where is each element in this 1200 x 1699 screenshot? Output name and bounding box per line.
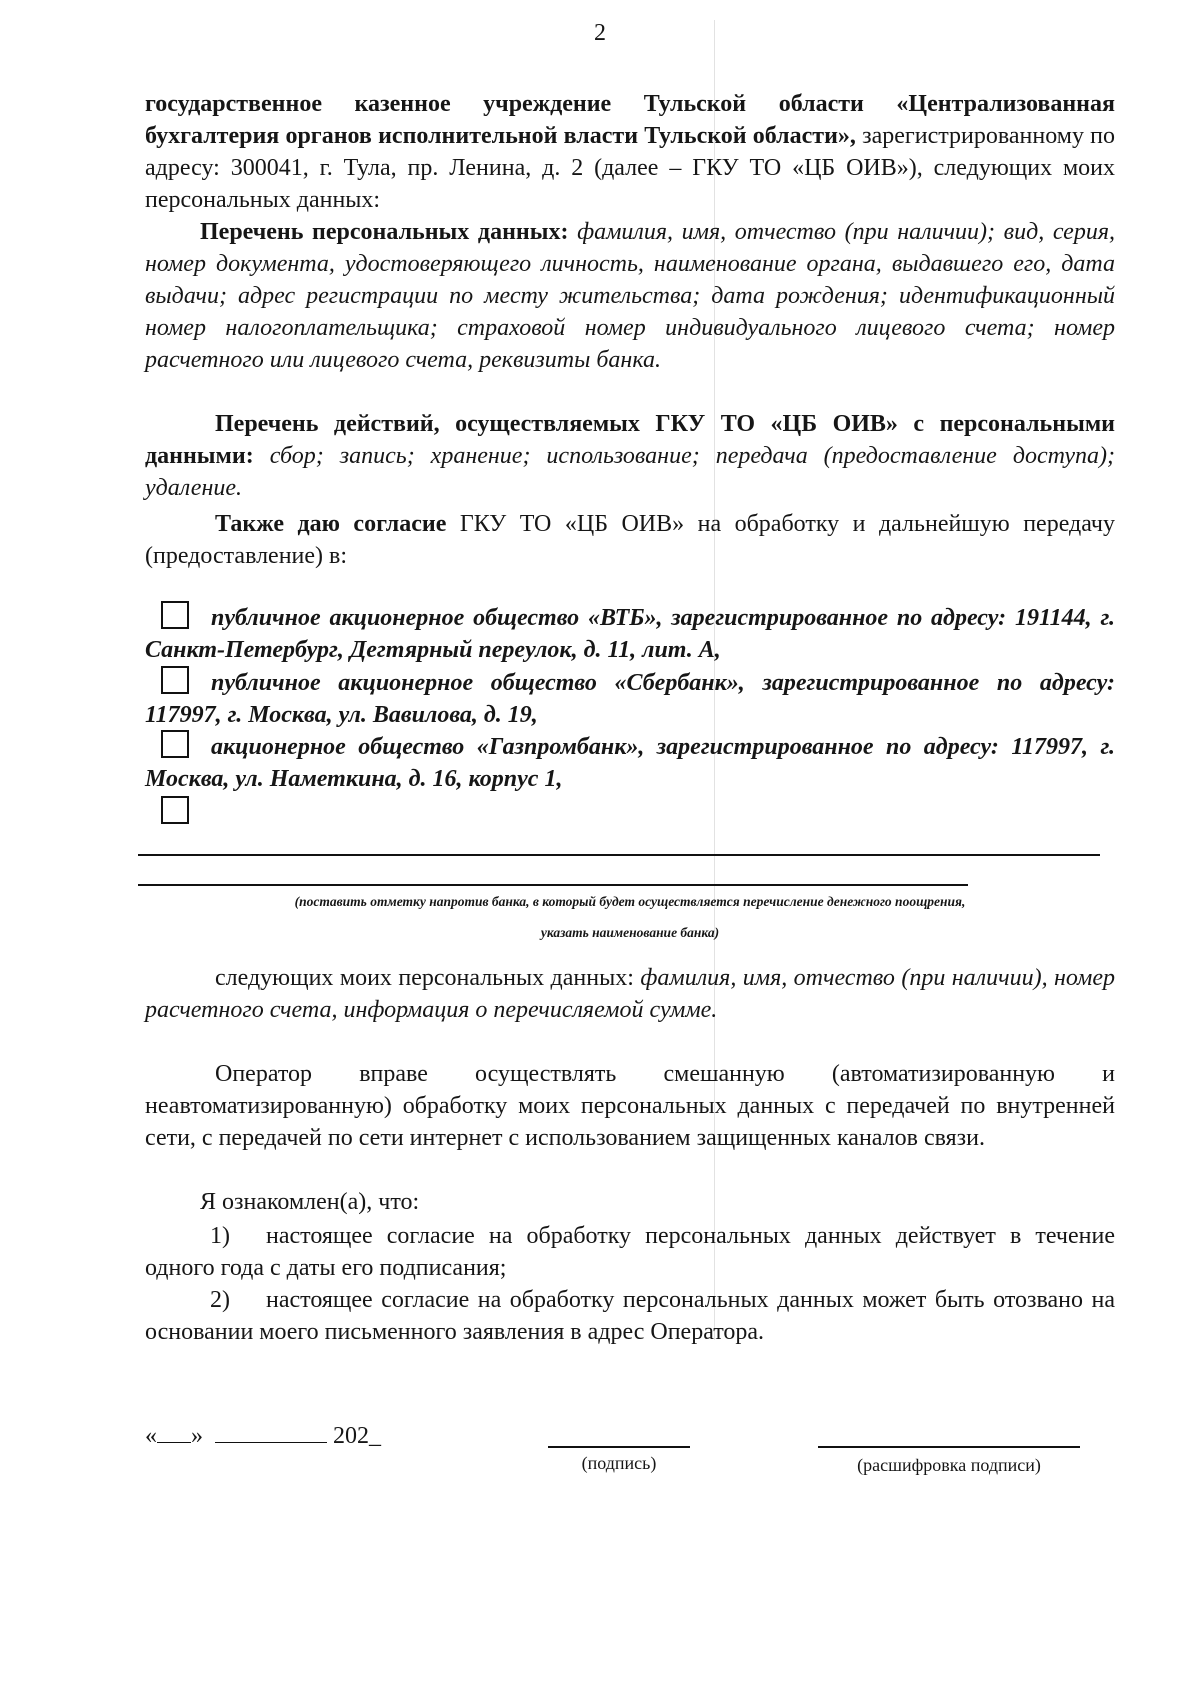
item-number: 2) bbox=[210, 1287, 230, 1313]
bank-note-line-2: указать наименование банка) bbox=[540, 925, 720, 940]
organization-name: государственное казенное учреждение Тульской области «Централизованная бухгалтерия органов исполнительной власти Тульской области», bbox=[145, 91, 1115, 149]
also-consent-text: ГКУ ТО «ЦБ ОИВ» на обработку и дальнейшую передачу (предоставление) в: bbox=[145, 511, 1116, 569]
also-consent-paragraph bbox=[145, 508, 1115, 572]
page-number: 2 bbox=[594, 20, 606, 46]
following-data-lead: следующих моих персональных данных: bbox=[215, 965, 634, 991]
day-blank[interactable] bbox=[157, 1420, 191, 1443]
date-field bbox=[145, 1420, 381, 1452]
other-bank-name-line-2[interactable] bbox=[138, 884, 968, 886]
sberbank-checkbox[interactable] bbox=[161, 666, 189, 694]
date-quote-close: » bbox=[191, 1423, 203, 1449]
intro-text: зарегистрированному по адресу: 300041, г. Тула, пр. Ленина, д. 2 (далее – ГКУ ТО «ЦБ ОИВ»), следующих моих персональных данных: bbox=[145, 123, 1115, 213]
bank-option-label: публичное акционерное общество «Сбербанк», зарегистрированное по адресу: 117997, г. Москва, ул. Вавилова, д. 19, bbox=[145, 670, 1115, 728]
signature-caption: (подпись) bbox=[581, 1453, 657, 1473]
item-number: 1) bbox=[210, 1223, 230, 1249]
also-consent-label: Также даю согласие bbox=[215, 511, 447, 537]
following-data-value: фамилия, имя, отчество (при наличии), номер расчетного счета, информация о перечисляемой сумме. bbox=[145, 965, 1115, 1023]
gazprombank-checkbox[interactable] bbox=[161, 730, 189, 758]
personal-data-value: фамилия, имя, отчество (при наличии); вид, серия, номер документа, удостоверяющего личность, наименование органа, выдавшего его, дата выдачи; адрес регистрации по месту жительства; дата рождения; идентификационный номер налогоплательщика; страховой номер индивидуального лицевого счета; номер расчетного или лицевого счета, реквизиты банка. bbox=[145, 219, 1115, 373]
other-bank-name-line[interactable] bbox=[138, 854, 1100, 856]
bank-option-label: публичное акционерное общество «ВТБ», зарегистрированное по адресу: 191144, г. Санкт-Петербург, Дегтярный переулок, д. 11, лит. А, bbox=[145, 605, 1115, 663]
actions-paragraph bbox=[145, 408, 1115, 504]
other-bank-checkbox[interactable] bbox=[161, 796, 189, 824]
personal-data-label: Перечень персональных данных: bbox=[200, 219, 569, 245]
vtb-checkbox[interactable] bbox=[161, 601, 189, 629]
bank-option-sberbank bbox=[145, 666, 1115, 731]
item-1 bbox=[145, 1220, 1115, 1284]
item-text: настоящее согласие на обработку персональных данных действует в течение одного года с даты его подписания; bbox=[145, 1223, 1115, 1281]
operator-paragraph: Оператор вправе осуществлять смешанную (автоматизированную и неавтоматизированную) обработку моих персональных данных с передачей по внутренней сети, с передачей по сети интернет с использованием защищенных каналов связи. bbox=[145, 1061, 1115, 1151]
bank-option-label: акционерное общество «Газпромбанк», зарегистрированное по адресу: 117997, г. Москва, ул. Наметкина, д. 16, корпус 1, bbox=[145, 734, 1115, 792]
actions-label: Перечень действий, осуществляемых ГКУ ТО «ЦБ ОИВ» с персональными данными: bbox=[145, 411, 1115, 469]
bank-option-gazprombank bbox=[145, 730, 1115, 795]
year-text: 202_ bbox=[333, 1423, 381, 1449]
signature-decode-line[interactable] bbox=[818, 1446, 1080, 1448]
acknowledged-line: Я ознакомлен(а), что: bbox=[200, 1189, 420, 1215]
bank-option-vtb bbox=[145, 601, 1115, 666]
actions-value: сбор; запись; хранение; использование; передача (предоставление доступа); удаление. bbox=[145, 443, 1115, 501]
item-2 bbox=[145, 1284, 1115, 1348]
item-text: настоящее согласие на обработку персональных данных может быть отозвано на основании моего письменного заявления в адрес Оператора. bbox=[145, 1287, 1115, 1345]
signature-decode-caption: (расшифровка подписи) bbox=[857, 1455, 1041, 1475]
intro-paragraph bbox=[145, 88, 1115, 216]
date-quote-open: « bbox=[145, 1423, 157, 1449]
bank-note-line-1: (поставить отметку напротив банка, в который будет осуществляется перечисление денежного поощрения, bbox=[294, 894, 966, 909]
following-data-paragraph bbox=[145, 962, 1115, 1026]
signature-line[interactable] bbox=[548, 1446, 690, 1448]
month-blank[interactable] bbox=[215, 1420, 327, 1443]
personal-data-paragraph bbox=[145, 216, 1115, 376]
